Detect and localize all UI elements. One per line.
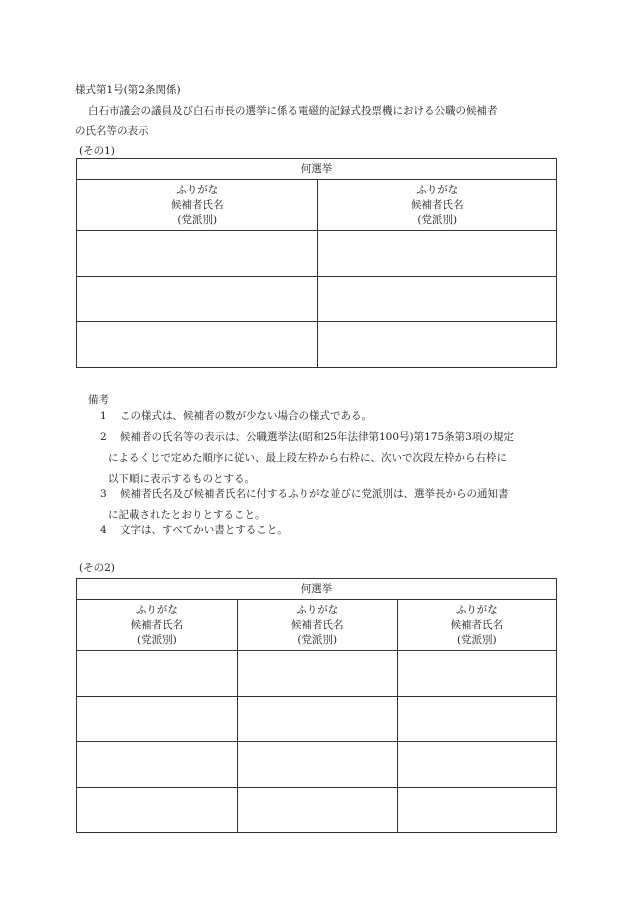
note-number: 4 — [100, 524, 107, 536]
election-name-cell: 何選挙 — [77, 159, 557, 180]
candidate-name-label: 候補者氏名 — [290, 618, 344, 631]
furigana-label: ふりがな — [135, 603, 178, 616]
document-title-line-2: の氏名等の表示 — [75, 125, 149, 137]
candidate-cell — [397, 651, 556, 697]
document-title-line-1: 白石市議会の議員及び白石市長の選挙に係る電磁的記録式投票機における公職の候補者 — [88, 105, 498, 117]
note-text: 候補者氏名及び候補者氏名に付するふりがな並びに党派別は、選挙長からの通知書 — [120, 488, 509, 500]
candidate-name-label: 候補者氏名 — [410, 198, 464, 211]
candidate-cell — [77, 696, 238, 742]
furigana-label: ふりがな — [176, 183, 219, 196]
note-number: 2 — [100, 431, 107, 443]
form-number: 様式第1号(第2条関係) — [75, 84, 181, 96]
note-text: に記載されたとおりとすること。 — [108, 509, 266, 521]
note-number: 3 — [100, 488, 107, 500]
candidate-cell — [77, 231, 318, 277]
candidate-cell — [237, 787, 397, 833]
candidate-cell — [77, 276, 318, 322]
candidate-name-label: 候補者氏名 — [170, 198, 224, 211]
party-label: (党派別) — [297, 633, 338, 646]
candidate-table-part1 — [76, 158, 557, 368]
party-label: (党派別) — [177, 213, 218, 226]
note-text: この様式は、候補者の数が少ない場合の様式である。 — [120, 410, 372, 422]
candidate-name-label: 候補者氏名 — [450, 618, 504, 631]
header-cell — [77, 600, 238, 651]
party-label: (党派別) — [137, 633, 177, 646]
furigana-label: ふりがな — [455, 603, 498, 616]
note-text: 候補者の氏名等の表示は、公職選挙法(昭和25年法律第100号)第175条第3項の規定 — [120, 431, 514, 443]
note-number: 1 — [100, 410, 107, 422]
note-item — [100, 427, 556, 490]
candidate-cell — [318, 231, 557, 277]
party-label: (党派別) — [417, 213, 458, 226]
note-text: 以下順に表示するものとする。 — [108, 473, 255, 485]
candidate-cell — [237, 651, 397, 697]
candidate-cell — [397, 742, 556, 788]
candidate-cell — [77, 787, 238, 833]
note-text: 文字は、すべてかい書とすること。 — [120, 524, 288, 536]
candidate-cell — [397, 696, 556, 742]
note-text: によるくじで定めた順序に従い、最上段左枠から右枠に、次いで次段左枠から右枠に — [108, 452, 507, 464]
header-cell — [397, 600, 556, 651]
part1-label: (その1) — [79, 145, 115, 157]
furigana-label: ふりがな — [416, 183, 459, 196]
candidate-cell — [237, 742, 397, 788]
header-cell — [237, 600, 397, 651]
candidate-cell — [318, 322, 557, 368]
party-label: (党派別) — [456, 633, 497, 646]
note-item — [100, 406, 556, 427]
candidate-cell — [237, 696, 397, 742]
candidate-cell — [77, 651, 238, 697]
candidate-table-part2 — [76, 578, 557, 833]
furigana-label: ふりがな — [296, 603, 339, 616]
note-item — [100, 520, 556, 541]
candidate-cell — [77, 322, 318, 368]
remarks-heading: 備考 — [88, 394, 109, 406]
header-cell — [318, 180, 557, 231]
candidate-name-label: 候補者氏名 — [130, 618, 184, 631]
part2-label: (その2) — [79, 562, 115, 574]
candidate-cell — [397, 787, 556, 833]
election-name-cell: 何選挙 — [77, 579, 557, 600]
header-cell — [77, 180, 318, 231]
candidate-cell — [77, 742, 238, 788]
candidate-cell — [318, 276, 557, 322]
